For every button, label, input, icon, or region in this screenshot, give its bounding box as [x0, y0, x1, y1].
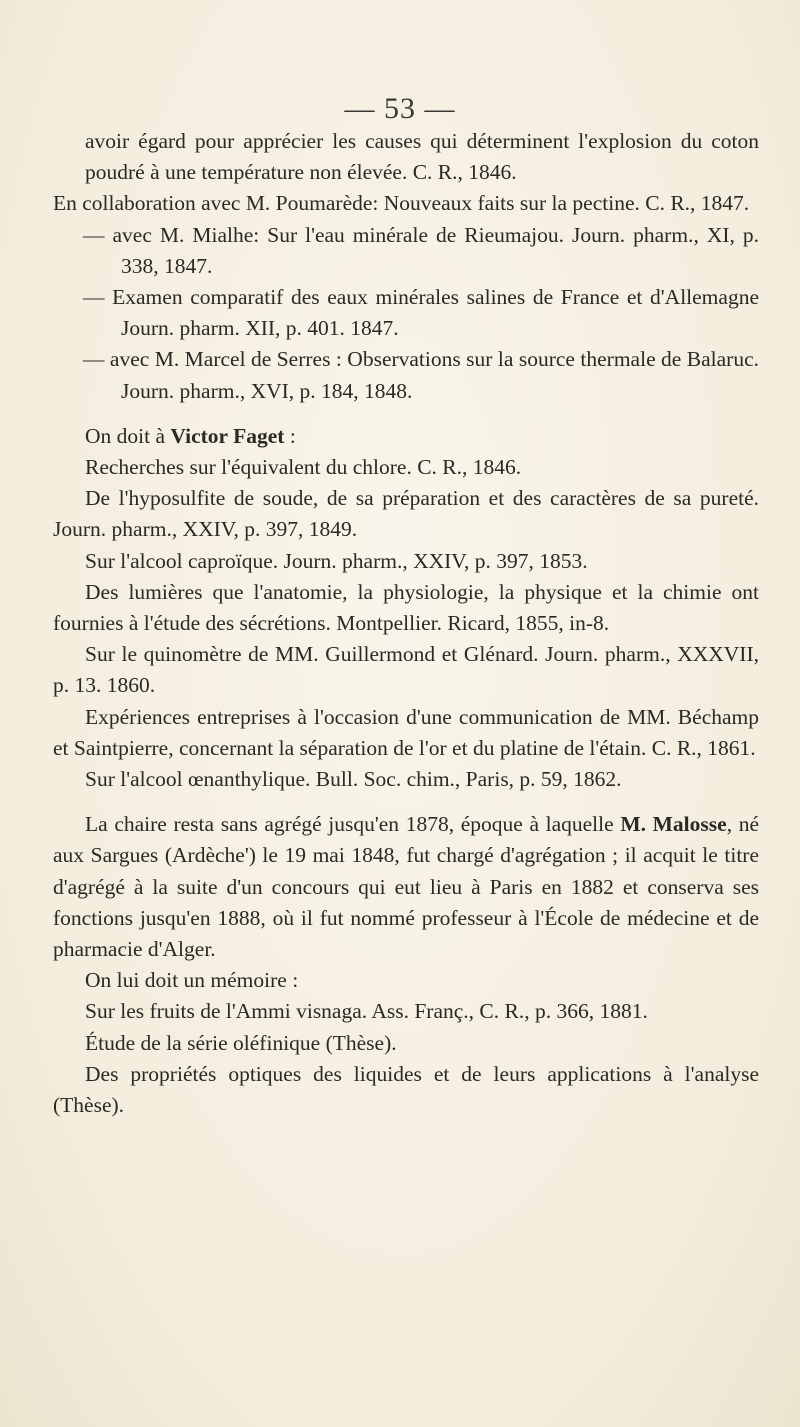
paragraph-memoir-intro: On lui doit un mémoire : [85, 968, 299, 993]
person-name: M. Malosse [620, 812, 727, 837]
bibliography-entry: Des propriétés optiques des liquides et de leurs applications à l'analyse (Thèse). [53, 1061, 759, 1118]
intro-text-end: : [284, 423, 296, 448]
bibliography-entry: En collaboration avec M. Poumarède: Nouveaux faits sur la pectine. C. R., 1847. [53, 191, 750, 216]
page-body [53, 126, 759, 1121]
bibliography-entry: Sur le quinomètre de MM. Guillermond et Glénard. Journ. pharm., XXXVII, p. 13. 1860. [53, 642, 759, 698]
bibliography-entry: — avec M. Marcel de Serres : Observations sur la source thermale de Balaruc. Journ. pharm., XVI, p. 184, 1848. [83, 347, 759, 403]
author-name: Victor Faget [170, 423, 285, 448]
bibliography-entry: — avec M. Mialhe: Sur l'eau minérale de Rieumajou. Journ. pharm., XI, p. 338, 1847. [83, 222, 759, 278]
paragraph-malosse [53, 809, 759, 965]
bibliography-entry: Étude de la série oléfinique (Thèse). [85, 1030, 397, 1055]
paragraph-text: La chaire resta sans agrégé jusqu'en 1878, époque à laquelle [85, 812, 621, 837]
section-intro-faget [53, 421, 759, 452]
intro-text: On doit à [85, 423, 171, 448]
paragraph-continuation: avoir égard pour apprécier les causes qui déterminent l'explosion du coton poudré à une température non élevée. C. R., 1846. [85, 129, 759, 185]
bibliography-entry: Recherches sur l'équivalent du chlore. C. R., 1846. [85, 455, 522, 480]
bibliography-entry: Sur l'alcool caproïque. Journ. pharm., XXIV, p. 397, 1853. [85, 548, 588, 573]
page-number: — 53 — [344, 92, 456, 125]
bibliography-entry: Expériences entreprises à l'occasion d'une communication de MM. Béchamp et Saintpierre, concernant la séparation de l'or et du platine de l'étain. C. R., 1861. [53, 704, 759, 760]
bibliography-entry: Sur l'alcool œnanthylique. Bull. Soc. chim., Paris, p. 59, 1862. [85, 767, 622, 792]
bibliography-entry: Des lumières que l'anatomie, la physiologie, la physique et la chimie ont fournies à l'étude des sécrétions. Montpellier. Ricard, 1855, in-8. [53, 579, 759, 636]
bibliography-entry: De l'hyposulfite de soude, de sa préparation et des caractères de sa pureté. Journ. pharm., XXIV, p. 397, 1849. [53, 486, 759, 542]
bibliography-entry: Sur les fruits de l'Ammi visnaga. Ass. Franç., C. R., p. 366, 1881. [85, 999, 648, 1024]
paragraph-text-end: , né aux Sargues (Ardèche') le 19 mai 1848, fut chargé d'agrégation ; il acquit le titre d'agrégé à la suite d'un concours qui eut lieu à Paris en 1882 et conserva ses fonctions jusqu'en 1888, où il fut nommé professeur à l'École de médecine et de pharmacie d'Alger. [53, 812, 759, 962]
bibliography-entry: — Examen comparatif des eaux minérales salines de France et d'Allemagne Journ. pharm. XII, p. 401. 1847. [83, 285, 759, 341]
